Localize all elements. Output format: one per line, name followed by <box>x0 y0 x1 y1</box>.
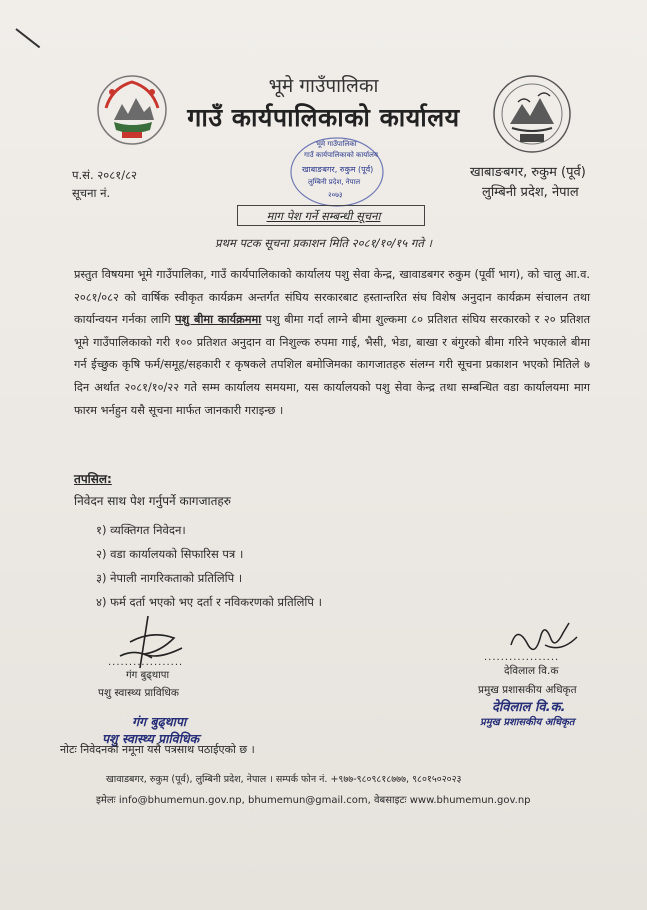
publish-date: प्रथम पटक सूचना प्रकाशन मिति २०८१/१०/१५ गते । <box>215 236 432 250</box>
address-line-2: लुम्बिनी प्रदेश, नेपाल <box>482 185 579 200</box>
address-line-1: खाबाङबगर, रुकुम (पूर्व) <box>470 165 586 180</box>
stamp-right-title: प्रमुख प्रशासकीय अधिकृत <box>480 717 575 728</box>
signatory-right-name: देविलाल वि.क <box>504 665 559 677</box>
body-text-1: प्रस्तुत विषयमा भूमे गाउँपालिका, गाउँ कार्यपालिकाको कार्यालय पशु सेवा केन्द्र, खावाडबगर रुकुम (पूर्वी भाग), को चालु आ.व. २०८१/०८२ को वार्षिक स्वीकृत कार्यक्रम अन्तर्गत संघिय सरकारबाट हस्तान्तरित संघ विशेष अनुदान कार्यक्रम संचालन तथा कार्यान्वयन गर्नका लागि <box>74 268 590 327</box>
notice-body <box>74 264 590 422</box>
list-item: १) व्यक्तिगत निवेदन। <box>96 523 186 537</box>
footer-contact: खावाडबगर, रुकुम (पूर्व), लुम्बिनी प्रदेश, नेपाल । सम्पर्क फोन नं. +९७७-९८०९८१८७७७, ९८०१५०२०२३ <box>106 774 462 785</box>
stamp-text-line: खाबाङबगर, रुकुम (पूर्व) <box>302 165 374 174</box>
stamp-text-line: लुम्बिनी प्रदेश, नेपाल <box>308 178 361 186</box>
notice-number: सूचना नं. <box>72 186 111 200</box>
signatory-left-name: गंग बुढ्थापा <box>126 670 170 681</box>
signature-line: .................. <box>108 657 184 668</box>
office-stamp <box>286 134 388 210</box>
reference-number: प.सं. २०८१/८२ <box>72 168 138 182</box>
footer-email-web: इमेलः info@bhumemun.gov.np, bhumemun@gmail.com, वेबसाइटः www.bhumemun.gov.np <box>96 795 531 806</box>
list-item: २) वडा कार्यालयको सिफारिस पत्र । <box>96 547 244 561</box>
office-name: गाउँ कार्यपालिकाको कार्यालय <box>187 103 460 132</box>
schedule-heading: तपसिल: <box>74 472 112 486</box>
stamp-left-title: पशु स्वास्थ्य प्राविधिक <box>102 731 200 746</box>
stamp-right-name: देविलाल वि.क. <box>492 700 566 715</box>
stamp-text-line: २०७३ <box>328 191 343 199</box>
body-highlight: पशु बीमा कार्यक्रममा <box>175 313 262 327</box>
signatory-left-title: पशु स्वास्थ्य प्राविधिक <box>98 687 179 699</box>
subject-text: माग पेश गर्ने सम्बन्धी सूचना <box>266 209 381 223</box>
list-item: ३) नेपाली नागरिकताको प्रतिलिपि । <box>96 571 243 585</box>
signatory-right-title: प्रमुख प्रशासकीय अधिकृत <box>478 684 577 696</box>
note-text: नोटः निवेदनको नमूना यसै पत्रसाथ पठाईएको छ । <box>60 743 255 756</box>
stamp-text-line: गाउँ कार्यपालिकाको कार्यालय <box>304 151 378 159</box>
municipality-name: भूमे गाउँपालिका <box>268 75 379 97</box>
documents-heading: निवेदन साथ पेश गर्नुपर्ने कागजातहरु <box>74 494 231 508</box>
pen-mark <box>15 28 40 48</box>
subject-line <box>0 209 647 224</box>
stamp-text-line: भूमे गाउँपालिका <box>316 140 357 148</box>
municipality-logo-icon <box>490 72 574 156</box>
stamp-left-name: गंग बुढ्थापा <box>132 714 187 729</box>
signature-line: .................. <box>484 652 560 663</box>
list-item: ४) फर्म दर्ता भएको भए दर्ता र नविकरणको प्रतिलिपि । <box>96 595 322 609</box>
body-text-2: पशु बीमा गर्दा लाग्ने बीमा शुल्कमा ८० प्रतिशत संघिय सरकारको र २० प्रतिशत भूमे गाउँपालिकाको गरी १०० प्रतिशत अनुदान वा निशुल्क रुपमा गाई, भैसी, भेडा, बाखा र बंगुरको बीमा गरिने भएकाले बीमा गर्न ईच्छुक कृषि फर्म/समूह/सहकारी र कृषकले तपशिल बमोजिमका कागजातहरु संलग्न गरी सूचना प्रकाशन भएको मितिले ७ दिन अर्थात २०८१/१०/२२ गते सम्म कार्यालय समयमा, यस कार्यालयको पशु सेवा केन्द्र तथा सम्बन्धित वडा कार्यालयमा माग फारम भर्नहुन यसै सूचना मार्फत जानकारी गराइन्छ । <box>74 313 591 417</box>
